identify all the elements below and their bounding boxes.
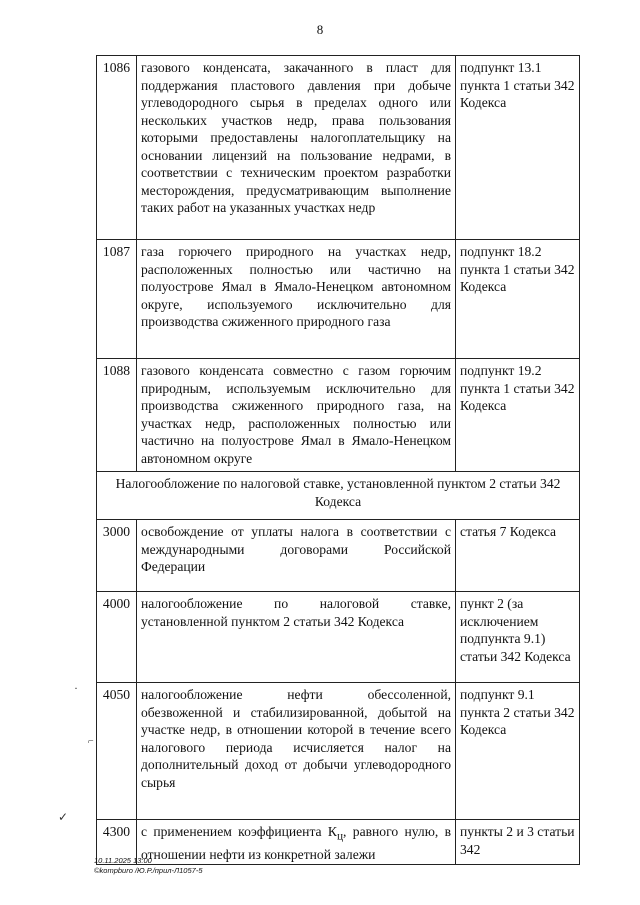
footer-author: ©kompburo /Ю.Р./прил-Л1057-5 — [94, 866, 203, 875]
section-header: Налогообложение по налоговой ставке, установленной пунктом 2 статьи 342 Кодекса — [97, 472, 580, 520]
code-cell: 3000 — [97, 520, 137, 592]
page-number: 8 — [316, 22, 324, 37]
code-cell: 1086 — [97, 56, 137, 240]
reference-cell: подпункт 18.2 пункта 1 статьи 342 Кодекса — [456, 240, 580, 359]
table-row — [97, 359, 580, 472]
description-suffix: , равного нулю, в отношении нефти из конкретной залежи — [141, 824, 451, 863]
tax-codes-table — [96, 55, 580, 865]
coefficient-subscript: ц — [336, 830, 344, 843]
description-cell: газового конденсата совместно с газом горючим природным, используемым исключительно для производства сжиженного природного газа, на участках недр, расположенных полностью или частично на полуострове Ямал в Ямало-Ненецком автономном округе — [137, 359, 456, 472]
reference-cell: подпункт 9.1 пункта 2 статьи 342 Кодекса — [456, 683, 580, 820]
reference-cell: подпункт 13.1 пункта 1 статьи 342 Кодекса — [456, 56, 580, 240]
table-row — [97, 240, 580, 359]
table-row — [97, 592, 580, 683]
description-cell: освобождение от уплаты налога в соответствии с международными договорами Российской Федерации — [137, 520, 456, 592]
table-row — [97, 683, 580, 820]
reference-cell: пункт 2 (за исключением подпункта 9.1) статьи 342 Кодекса — [456, 592, 580, 683]
margin-dot: · — [74, 681, 78, 695]
margin-mark: ⌐ — [88, 736, 94, 747]
code-cell: 4050 — [97, 683, 137, 820]
reference-cell: подпункт 19.2 пункта 1 статьи 342 Кодекса — [456, 359, 580, 472]
table-row — [97, 56, 580, 240]
code-cell: 1087 — [97, 240, 137, 359]
description-prefix: с применением коэффициента К — [141, 824, 337, 839]
footer — [94, 856, 203, 876]
code-cell: 4300 — [97, 820, 137, 865]
reference-cell: статья 7 Кодекса — [456, 520, 580, 592]
reference-cell: пункты 2 и 3 статьи 342 — [456, 820, 580, 865]
margin-tick: ✓ — [58, 810, 69, 824]
code-cell: 4000 — [97, 592, 137, 683]
section-header-row — [97, 472, 580, 520]
description-cell: налогообложение нефти обессоленной, обезвоженной и стабилизированной, добытой на участке недр, в отношении которой в течение всего налогового периода исчисляется налог на дополнительный доход от добычи углеводородного сырья — [137, 683, 456, 820]
footer-date: 10.11.2025 13:00 — [94, 856, 152, 865]
description-cell: газа горючего природного на участках недр, расположенных полностью или частично на полуострове Ямал в Ямало-Ненецком автономном округе, используемого исключительно для производства сжиженного природного газа — [137, 240, 456, 359]
description-cell: газового конденсата, закачанного в пласт для поддержания пластового давления при добыче углеводородного сырья в пределах одного или нескольких участков недр, права пользования которыми предоставлены налогоплательщику на основании лицензий на пользование недрами, в соответствии с техническим проектом разработки месторождения, предусматривающим выполнение таких работ на указанных участках недр — [137, 56, 456, 240]
description-cell: налогообложение по налоговой ставке, установленной пунктом 2 статьи 342 Кодекса — [137, 592, 456, 683]
table-row — [97, 520, 580, 592]
code-cell: 1088 — [97, 359, 137, 472]
